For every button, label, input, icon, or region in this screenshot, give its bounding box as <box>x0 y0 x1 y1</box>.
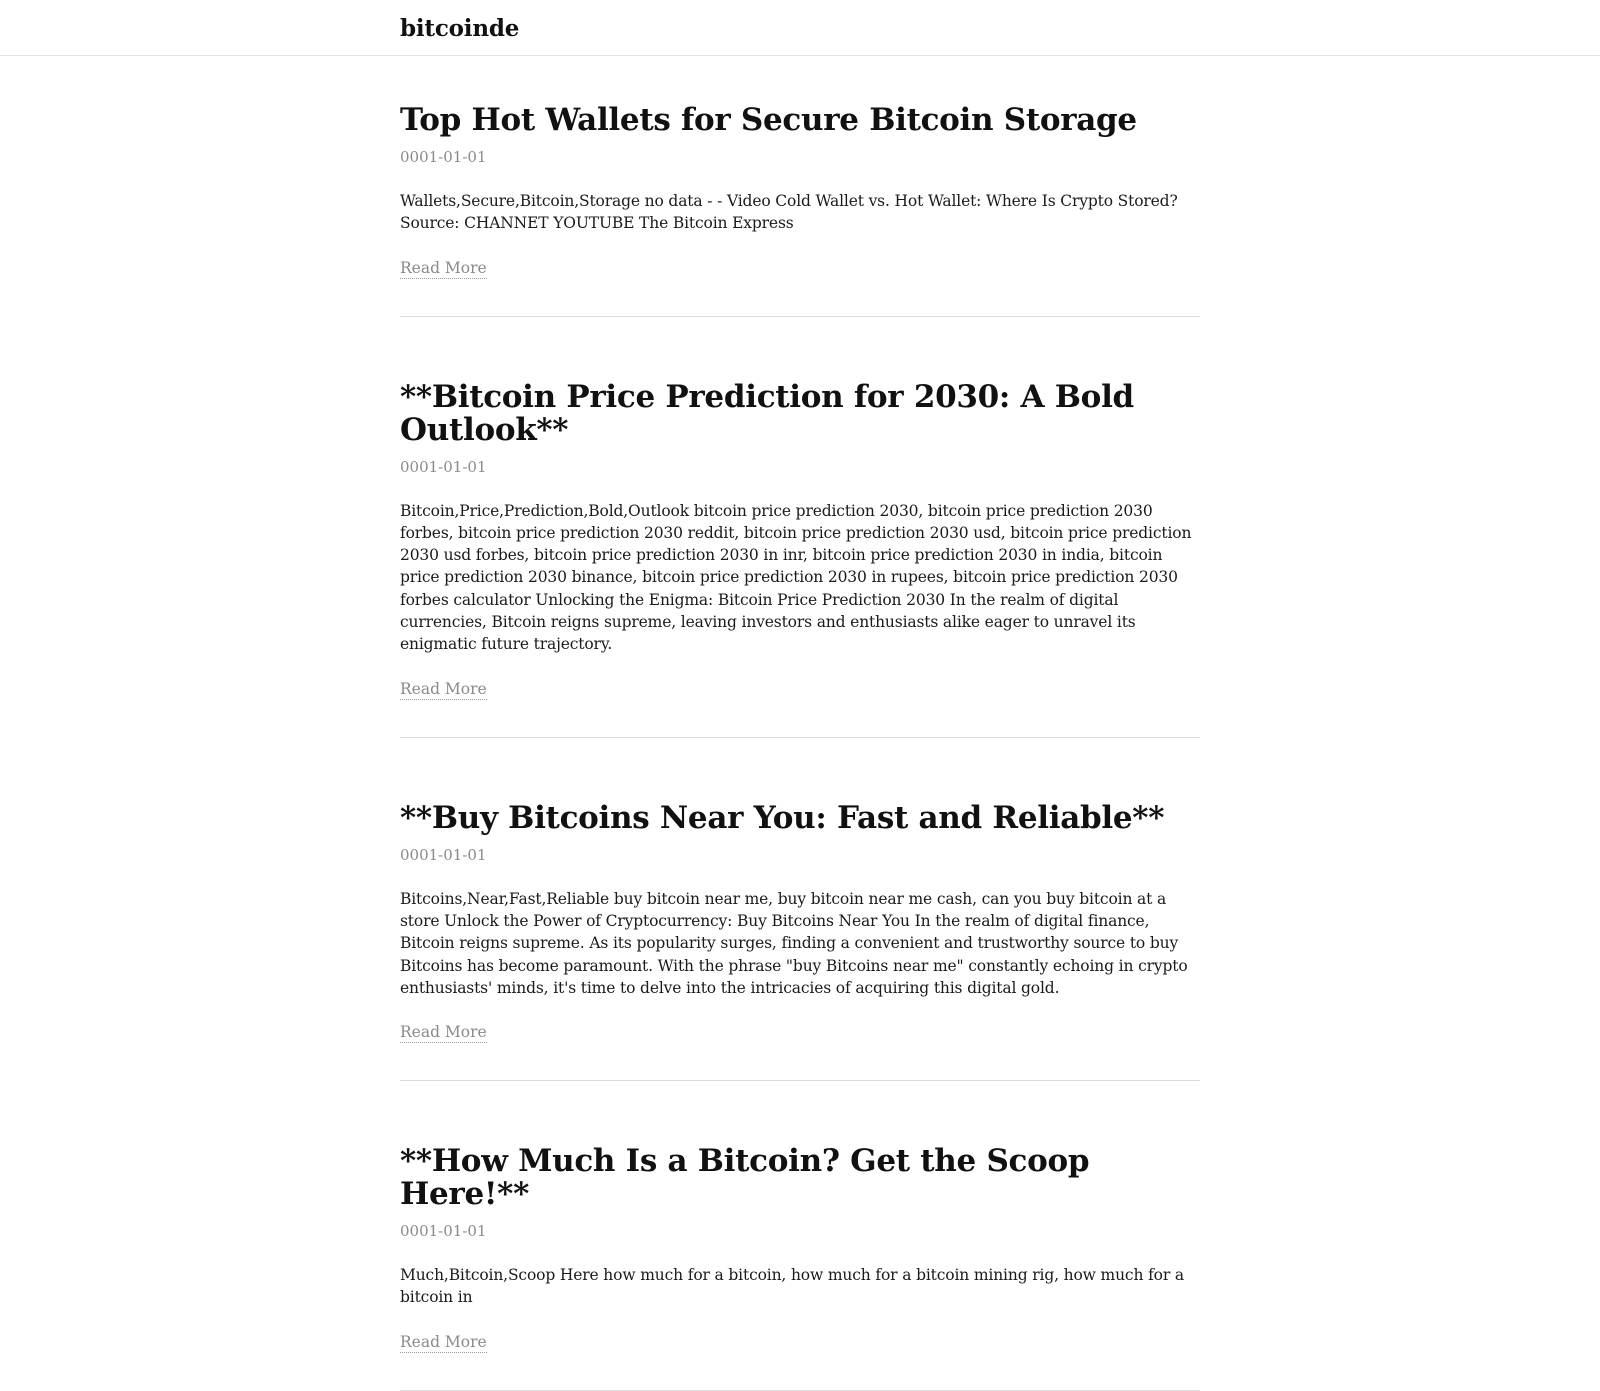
post-title[interactable]: **Buy Bitcoins Near You: Fast and Reliable** <box>400 799 1165 836</box>
post-summary: Bitcoin,Price,Prediction,Bold,Outlook bitcoin price prediction 2030, bitcoin price prediction 2030 forbes, bitcoin price prediction 2030 reddit, bitcoin price prediction 2030 usd, bitcoin price prediction 2030 usd forbes, bitcoin price prediction 2030 in inr, bitcoin price prediction 2030 in india, bitcoin price prediction 2030 binance, bitcoin price prediction 2030 in rupees, bitcoin price prediction 2030 forbes calculator Unlocking the Enigma: Bitcoin Price Prediction 2030 In the realm of digital currencies, Bitcoin reigns supreme, leaving investors and enthusiasts alike eager to unravel its enigmatic future trajectory. <box>400 501 1192 654</box>
post-date: 0001-01-01 <box>400 457 487 476</box>
post-item <box>400 365 1200 738</box>
site-header <box>0 0 1600 56</box>
read-more-link[interactable]: Read More <box>400 1332 487 1351</box>
post-date: 0001-01-01 <box>400 148 487 166</box>
post-item <box>400 88 1200 317</box>
header-inner <box>400 0 1200 56</box>
post-title[interactable]: **How Much Is a Bitcoin? Get the Scoop Here!** <box>400 1143 1090 1213</box>
post-summary: Wallets,Secure,Bitcoin,Storage no data - - Video Cold Wallet vs. Hot Wallet: Where Is Crypto Stored?Source: CHANNET YOUTUBE The Bitcoin Express <box>400 192 1178 233</box>
post-title[interactable]: **Bitcoin Price Prediction for 2030: A Bold Outlook** <box>400 378 1134 448</box>
post-summary: Much,Bitcoin,Scoop Here how much for a bitcoin, how much for a bitcoin mining rig, how much for a bitcoin in <box>400 1266 1184 1307</box>
post-summary: Bitcoins,Near,Fast,Reliable buy bitcoin near me, buy bitcoin near me cash, can you buy bitcoin at a store Unlock the Power of Cryptocurrency: Buy Bitcoins Near You In the realm of digital finance, Bitcoin reigns supreme. As its popularity surges, finding a convenient and trustworthy source to buy Bitcoins has become paramount. With the phrase "buy Bitcoins near me" constantly echoing in crypto enthusiasts' minds, it's time to delve into the intricacies of acquiring this digital gold. <box>400 889 1188 997</box>
post-date: 0001-01-01 <box>400 1222 487 1241</box>
post-title[interactable]: Top Hot Wallets for Secure Bitcoin Storage <box>400 102 1137 138</box>
read-more-link[interactable]: Read More <box>400 258 487 277</box>
post-list <box>400 56 1200 1391</box>
post-item <box>400 786 1200 1081</box>
read-more-link[interactable]: Read More <box>400 1023 487 1042</box>
site-title-link[interactable]: bitcoinde <box>400 14 520 42</box>
read-more-link[interactable]: Read More <box>400 679 487 698</box>
post-date: 0001-01-01 <box>400 845 487 864</box>
post-item <box>400 1129 1200 1391</box>
